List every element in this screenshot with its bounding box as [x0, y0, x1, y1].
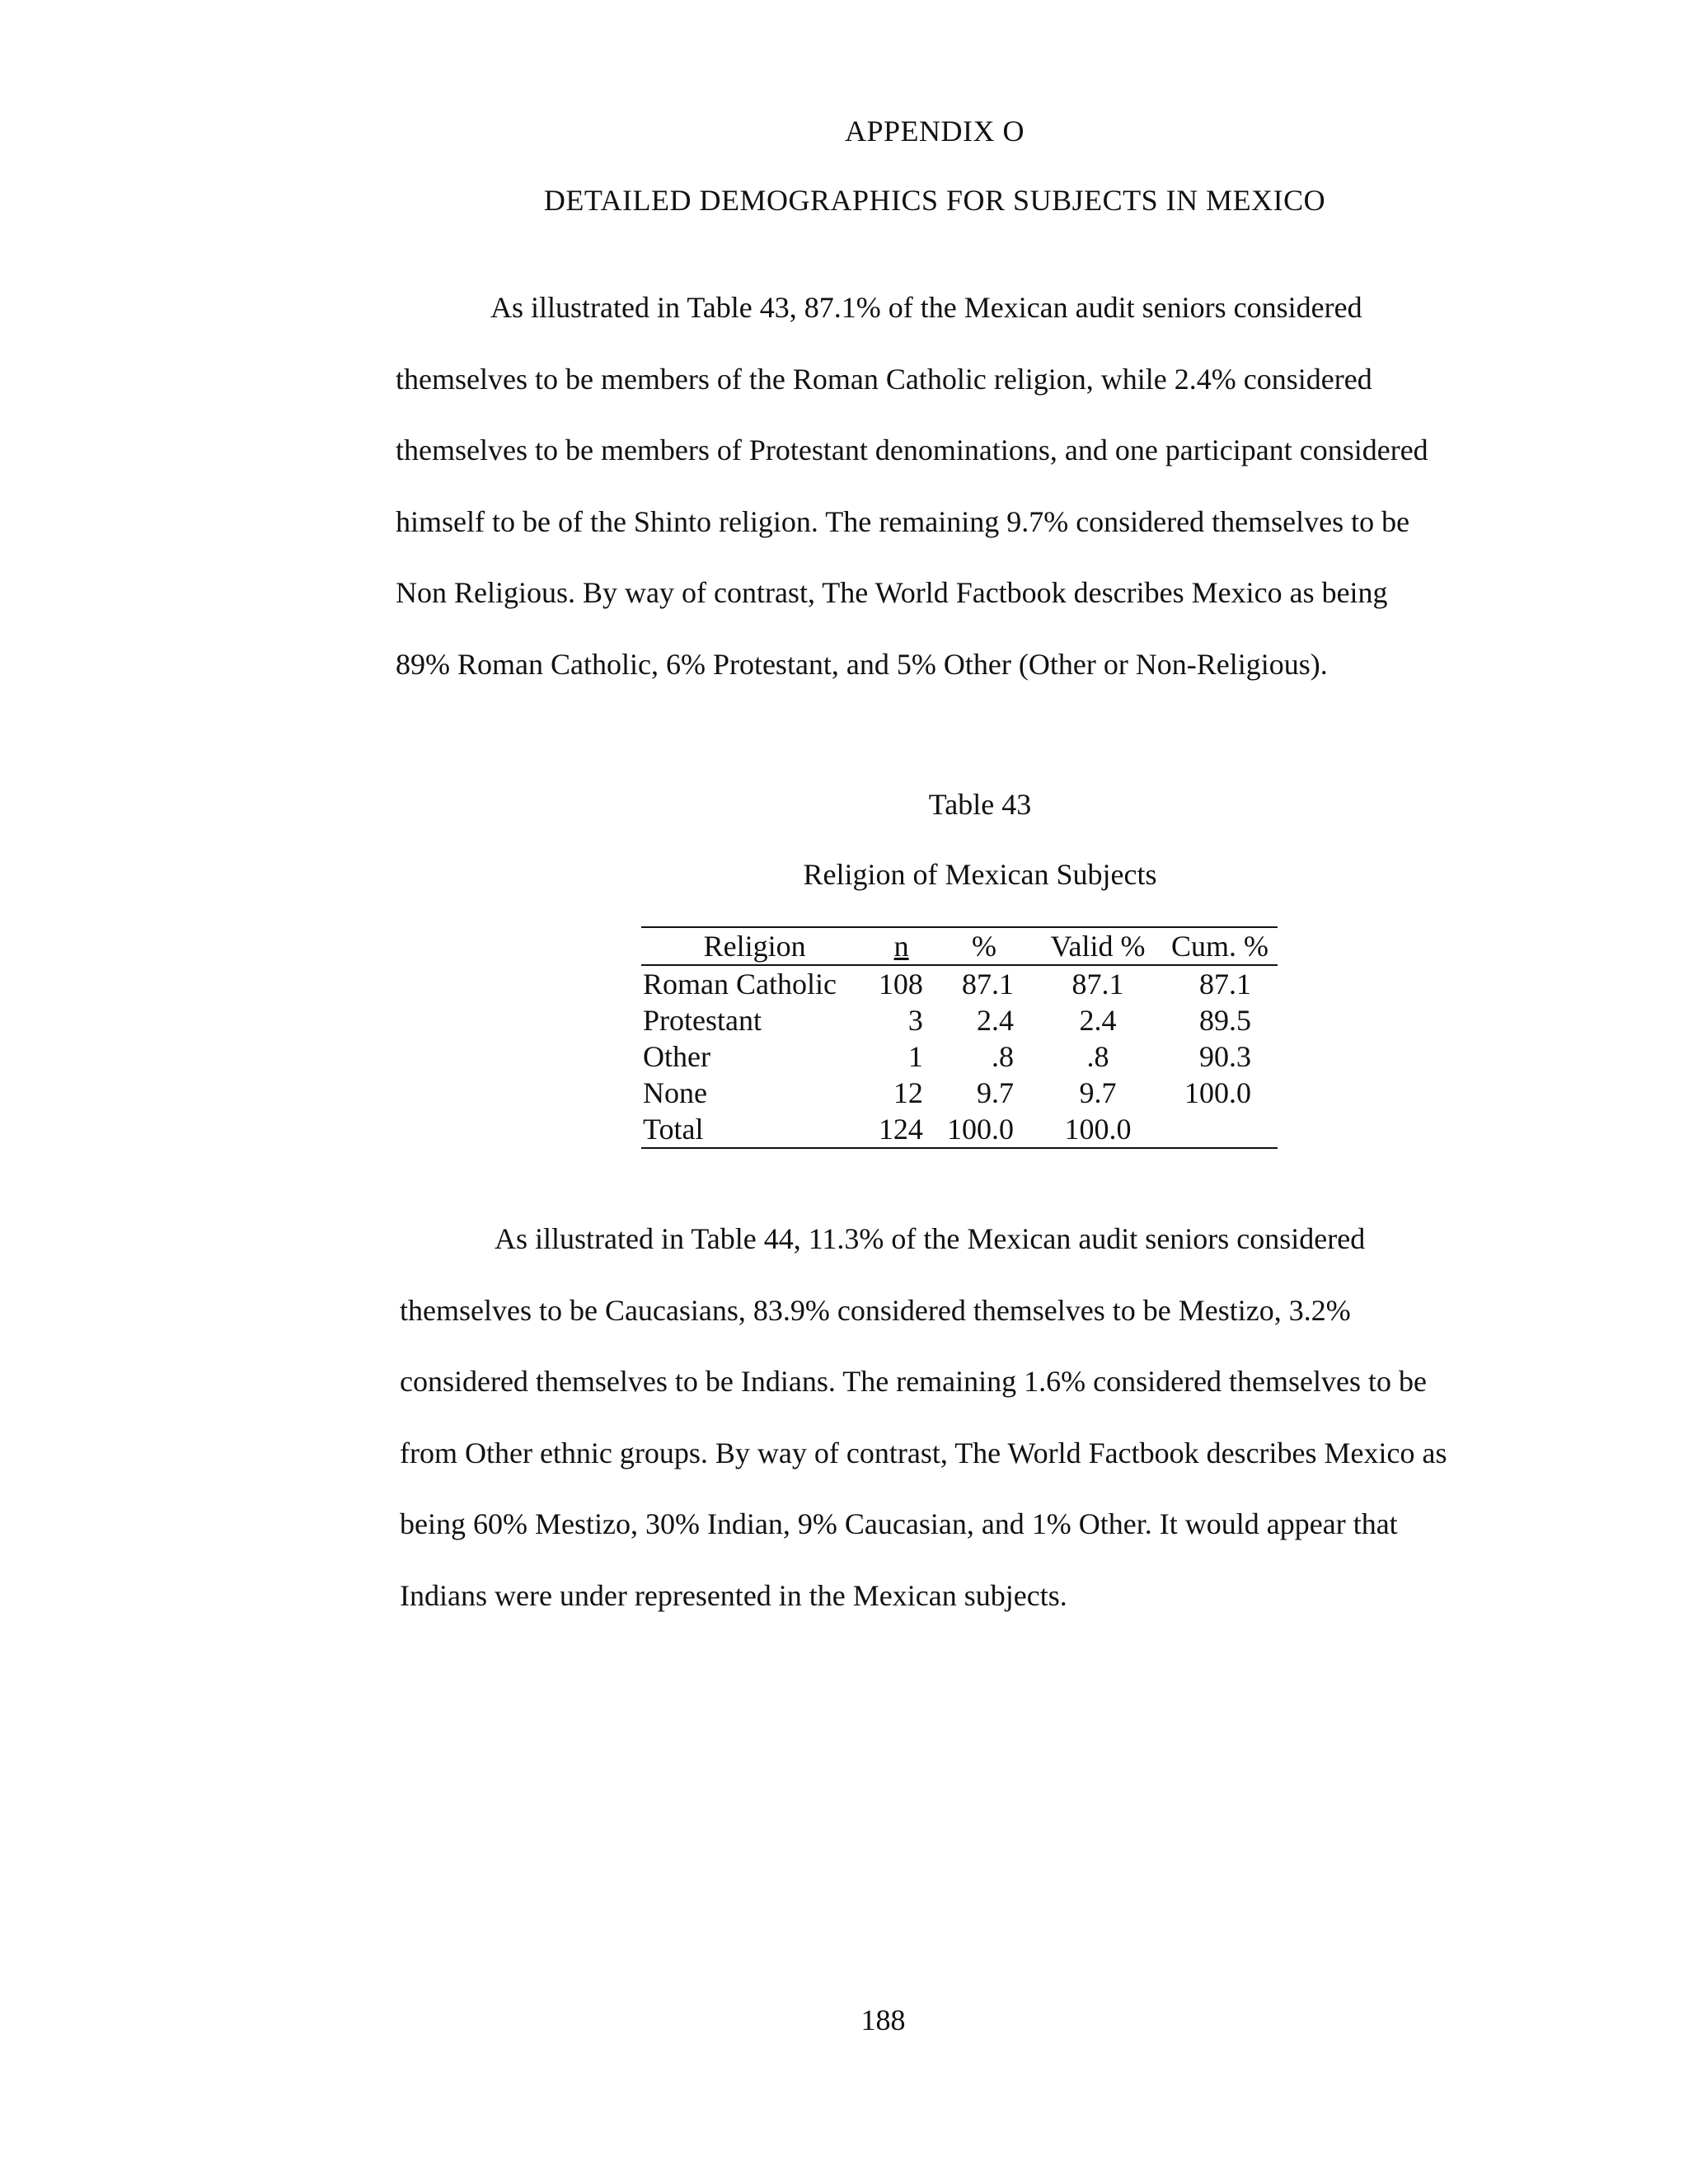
table-row: [641, 965, 1278, 1002]
text-line: 89% Roman Catholic, 6% Protestant, and 5% Other (Other or Non-Religious).: [396, 647, 1328, 681]
appendix-subtitle: DETAILED DEMOGRAPHICS FOR SUBJECTS IN MEXICO: [543, 184, 1326, 217]
text-line: from Other ethnic groups. By way of contrast, The World Factbook describes Mexico as: [400, 1436, 1447, 1469]
cell-valid-percent: 9.7: [1079, 1076, 1117, 1109]
table-row: [641, 1075, 1278, 1111]
cell-cum-percent: 89.5: [1199, 1004, 1251, 1037]
text-line: Indians were under represented in the Mexican subjects.: [400, 1578, 1067, 1612]
text-line: As illustrated in Table 44, 11.3% of the Mexican audit seniors considered: [495, 1222, 1366, 1255]
cell-cum-percent: [1162, 1111, 1278, 1148]
cell-percent: 9.7: [977, 1076, 1015, 1109]
cell-religion: None: [643, 1076, 707, 1109]
paragraph-religion: [396, 272, 1484, 700]
cell-valid-percent: 87.1: [1071, 968, 1124, 1001]
text-line: As illustrated in Table 43, 87.1% of the Mexican audit seniors considered: [490, 291, 1362, 324]
cell-percent: 87.1: [962, 968, 1015, 1001]
religion-table: [641, 926, 1278, 1149]
column-header-percent: %: [971, 930, 996, 963]
appendix-title: APPENDIX O: [844, 115, 1025, 148]
table-number: Table 43: [928, 788, 1032, 821]
cell-valid-percent: 100.0: [1064, 1113, 1132, 1146]
table-row: [641, 1002, 1278, 1038]
column-header-cum-percent: Cum. %: [1171, 930, 1269, 963]
table-title: Religion of Mexican Subjects: [803, 858, 1157, 891]
cell-n: 124: [878, 1113, 923, 1146]
column-header-valid-percent: Valid %: [1050, 930, 1146, 963]
cell-percent: 100.0: [947, 1113, 1015, 1146]
cell-religion: Protestant: [643, 1004, 762, 1037]
text-line: Non Religious. By way of contrast, The World Factbook describes Mexico as being: [396, 576, 1388, 609]
text-line: being 60% Mestizo, 30% Indian, 9% Caucasian, and 1% Other. It would appear that: [400, 1507, 1398, 1540]
cell-religion: Other: [643, 1040, 710, 1073]
cell-n: 1: [907, 1040, 923, 1073]
cell-cum-percent: 100.0: [1184, 1076, 1251, 1109]
column-header-religion: Religion: [703, 930, 806, 963]
cell-religion: Roman Catholic: [643, 968, 837, 1001]
cell-n: 108: [878, 968, 923, 1001]
table-row-total: [641, 1111, 1278, 1148]
text-line: themselves to be members of Protestant denominations, and one participant considered: [396, 434, 1428, 466]
cell-religion: Total: [643, 1113, 704, 1146]
cell-percent: 2.4: [977, 1004, 1015, 1037]
column-header-n: n: [893, 930, 909, 963]
page-number: 188: [860, 2004, 906, 2036]
cell-cum-percent: 90.3: [1199, 1040, 1251, 1073]
cell-n: 12: [893, 1076, 923, 1109]
text-line: considered themselves to be Indians. The remaining 1.6% considered themselves to be: [400, 1365, 1427, 1398]
cell-n: 3: [907, 1004, 923, 1037]
text-line: themselves to be members of the Roman Catholic religion, while 2.4% considered: [396, 362, 1372, 396]
cell-cum-percent: 87.1: [1199, 968, 1251, 1001]
paragraph-ethnicity: [400, 1203, 1488, 1631]
text-line: himself to be of the Shinto religion. The remaining 9.7% considered themselves to be: [396, 504, 1410, 538]
cell-percent: .8: [992, 1040, 1015, 1073]
cell-valid-percent: .8: [1086, 1040, 1109, 1073]
text-line: themselves to be Caucasians, 83.9% considered themselves to be Mestizo, 3.2%: [400, 1293, 1351, 1327]
table-row: [641, 1038, 1278, 1075]
cell-valid-percent: 2.4: [1079, 1004, 1117, 1037]
data-table: [641, 926, 1278, 1149]
table-header-row: [641, 927, 1278, 965]
